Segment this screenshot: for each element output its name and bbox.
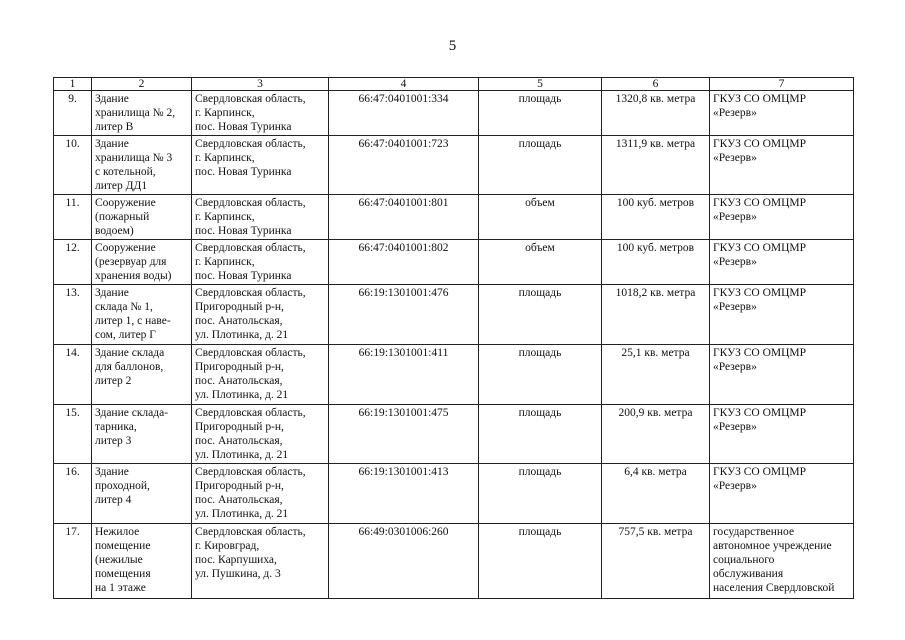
object-name (92, 524, 192, 599)
rights-holder (710, 285, 854, 345)
header-row (54, 78, 854, 91)
parameter-value: 100 куб. метров (602, 240, 710, 285)
object-name (92, 195, 192, 240)
object-name-line: Сооружение (95, 197, 156, 209)
object-name-line: Здание (95, 138, 129, 150)
object-address (192, 136, 329, 195)
object-address-line: пос. Анатольская, (195, 435, 283, 447)
object-address (192, 345, 329, 405)
table-row (54, 285, 854, 345)
cadastral-number: 66:19:1301001:411 (329, 345, 479, 405)
object-name-line: хранилища № 2, (95, 107, 176, 119)
object-address-line: Пригородный р-н, (195, 421, 284, 433)
cadastral-number: 66:49:0301006:260 (329, 524, 479, 599)
parameter-value: 6,4 кв. метра (602, 464, 710, 524)
object-address-line: ул. Плотинка, д. 21 (195, 329, 289, 341)
rights-holder-line: «Резерв» (713, 107, 757, 119)
object-address (192, 195, 329, 240)
object-name-line: на 1 этаже (95, 582, 146, 594)
object-name-line: Здание склада- (95, 407, 169, 419)
object-name-line: помещения (95, 568, 151, 580)
rights-holder-line: «Резерв» (713, 361, 757, 373)
rights-holder-line: «Резерв» (713, 256, 757, 268)
object-name-line: с котельной, (95, 166, 156, 178)
rights-holder (710, 464, 854, 524)
rights-holder (710, 345, 854, 405)
cadastral-number: 66:19:1301001:476 (329, 285, 479, 345)
object-address-line: Пригородный р-н, (195, 361, 284, 373)
rights-holder (710, 240, 854, 285)
object-name-line: Здание (95, 466, 129, 478)
rights-holder-line: «Резерв» (713, 301, 757, 313)
cadastral-number: 66:47:0401001:723 (329, 136, 479, 195)
object-address-line: Свердловская область, (195, 138, 306, 150)
parameter-type: площадь (479, 464, 602, 524)
object-address-line: пос. Новая Туринка (195, 270, 292, 282)
object-address (192, 464, 329, 524)
object-name-line: хранения воды) (95, 270, 172, 282)
object-name (92, 240, 192, 285)
col-header: 5 (479, 78, 602, 91)
object-name-line: литер 2 (95, 375, 132, 387)
object-name (92, 91, 192, 136)
object-name (92, 405, 192, 464)
parameter-type: площадь (479, 136, 602, 195)
rights-holder-line: ГКУЗ СО ОМЦМР (713, 466, 807, 478)
parameter-value: 1018,2 кв. метра (602, 285, 710, 345)
parameter-value: 1320,8 кв. метра (602, 91, 710, 136)
object-name-line: литер В (95, 121, 134, 133)
object-name-line: Здание склада (95, 347, 165, 359)
object-address-line: Свердловская область, (195, 466, 306, 478)
object-address-line: пос. Новая Туринка (195, 225, 292, 237)
rights-holder-line: ГКУЗ СО ОМЦМР (713, 197, 807, 209)
rights-holder (710, 136, 854, 195)
table-row (54, 405, 854, 464)
rights-holder-line: государственное (713, 526, 795, 538)
parameter-type: площадь (479, 91, 602, 136)
object-address-line: ул. Плотинка, д. 21 (195, 508, 289, 520)
rights-holder-line: населения Свердловской (713, 582, 835, 594)
row-number: 17. (54, 524, 92, 599)
cadastral-number: 66:47:0401001:334 (329, 91, 479, 136)
table-row (54, 195, 854, 240)
object-name-line: литер ДД1 (95, 180, 148, 192)
object-address-line: г. Кировград, (195, 540, 260, 552)
object-name-line: Нежилое (95, 526, 140, 538)
parameter-type: площадь (479, 345, 602, 405)
rights-holder (710, 405, 854, 464)
rights-holder-line: ГКУЗ СО ОМЦМР (713, 93, 807, 105)
col-header: 1 (54, 78, 92, 91)
object-address-line: ул. Плотинка, д. 21 (195, 389, 289, 401)
row-number: 9. (54, 91, 92, 136)
rights-holder-line: автономное учреждение (713, 540, 832, 552)
parameter-value: 25,1 кв. метра (602, 345, 710, 405)
parameter-type: площадь (479, 524, 602, 599)
object-address (192, 91, 329, 136)
object-address (192, 405, 329, 464)
page-number: 5 (448, 38, 457, 54)
row-number: 14. (54, 345, 92, 405)
object-name (92, 136, 192, 195)
object-address-line: пос. Анатольская, (195, 315, 283, 327)
object-address-line: Свердловская область, (195, 347, 306, 359)
object-name-line: литер 4 (95, 494, 132, 506)
object-address-line: пос. Новая Туринка (195, 121, 292, 133)
col-header: 7 (710, 78, 854, 91)
rights-holder-line: «Резерв» (713, 421, 757, 433)
object-address (192, 285, 329, 345)
rights-holder-line: ГКУЗ СО ОМЦМР (713, 347, 807, 359)
object-address-line: г. Карпинск, (195, 211, 255, 223)
table-row (54, 345, 854, 405)
object-address-line: Свердловская область, (195, 242, 306, 254)
object-address-line: Свердловская область, (195, 526, 306, 538)
object-address-line: Свердловская область, (195, 407, 306, 419)
col-header: 4 (329, 78, 479, 91)
rights-holder (710, 91, 854, 136)
object-name-line: литер 1, с наве- (95, 315, 171, 327)
object-name (92, 345, 192, 405)
cadastral-number: 66:47:0401001:801 (329, 195, 479, 240)
cadastral-number: 66:47:0401001:802 (329, 240, 479, 285)
object-name-line: хранилища № 3 (95, 152, 173, 164)
object-name-line: тарника, (95, 421, 137, 433)
rights-holder (710, 524, 854, 599)
parameter-type: площадь (479, 405, 602, 464)
table-row (54, 91, 854, 136)
object-name-line: (нежилые (95, 554, 143, 566)
property-table (53, 77, 854, 599)
rights-holder-line: «Резерв» (713, 480, 757, 492)
object-address-line: Пригородный р-н, (195, 480, 284, 492)
object-name-line: (пожарный (95, 211, 150, 223)
object-name-line: (резервуар для (95, 256, 167, 268)
object-address (192, 240, 329, 285)
object-name-line: склада № 1, (95, 301, 153, 313)
parameter-type: объем (479, 240, 602, 285)
object-address-line: Свердловская область, (195, 93, 306, 105)
rights-holder-line: ГКУЗ СО ОМЦМР (713, 287, 807, 299)
object-address (192, 524, 329, 599)
row-number: 12. (54, 240, 92, 285)
object-address-line: г. Карпинск, (195, 256, 255, 268)
object-name-line: проходной, (95, 480, 150, 492)
rights-holder-line: социального (713, 554, 775, 566)
rights-holder-line: ГКУЗ СО ОМЦМР (713, 242, 807, 254)
object-name-line: Здание (95, 93, 129, 105)
object-address-line: Свердловская область, (195, 197, 306, 209)
rights-holder-line: ГКУЗ СО ОМЦМР (713, 407, 807, 419)
cadastral-number: 66:19:1301001:475 (329, 405, 479, 464)
col-header: 3 (192, 78, 329, 91)
table-row (54, 136, 854, 195)
object-address-line: пос. Анатольская, (195, 494, 283, 506)
col-header: 2 (92, 78, 192, 91)
parameter-value: 757,5 кв. метра (602, 524, 710, 599)
rights-holder-line: «Резерв» (713, 152, 757, 164)
object-name-line: помещение (95, 540, 151, 552)
object-name-line: Сооружение (95, 242, 156, 254)
object-name (92, 285, 192, 345)
rights-holder-line: «Резерв» (713, 211, 757, 223)
object-name (92, 464, 192, 524)
object-address-line: Свердловская область, (195, 287, 306, 299)
rights-holder-line: обслуживания (713, 568, 784, 580)
row-number: 16. (54, 464, 92, 524)
object-name-line: для баллонов, (95, 361, 164, 373)
object-address-line: ул. Плотинка, д. 21 (195, 449, 289, 461)
object-address-line: Пригородный р-н, (195, 301, 284, 313)
row-number: 11. (54, 195, 92, 240)
row-number: 13. (54, 285, 92, 345)
object-address-line: пос. Новая Туринка (195, 166, 292, 178)
cadastral-number: 66:19:1301001:413 (329, 464, 479, 524)
parameter-value: 100 куб. метров (602, 195, 710, 240)
table-row (54, 524, 854, 599)
parameter-value: 1311,9 кв. метра (602, 136, 710, 195)
object-name-line: водоем) (95, 225, 134, 237)
table-row (54, 464, 854, 524)
object-address-line: пос. Карпушиха, (195, 554, 277, 566)
row-number: 15. (54, 405, 92, 464)
object-address-line: г. Карпинск, (195, 107, 255, 119)
parameter-value: 200,9 кв. метра (602, 405, 710, 464)
object-address-line: г. Карпинск, (195, 152, 255, 164)
rights-holder-line: ГКУЗ СО ОМЦМР (713, 138, 807, 150)
object-address-line: пос. Анатольская, (195, 375, 283, 387)
object-name-line: Здание (95, 287, 129, 299)
rights-holder (710, 195, 854, 240)
object-name-line: литер 3 (95, 435, 132, 447)
object-name-line: сом, литер Г (95, 329, 156, 341)
parameter-type: площадь (479, 285, 602, 345)
col-header: 6 (602, 78, 710, 91)
row-number: 10. (54, 136, 92, 195)
table-row (54, 240, 854, 285)
object-address-line: ул. Пушкина, д. 3 (195, 568, 281, 580)
parameter-type: объем (479, 195, 602, 240)
